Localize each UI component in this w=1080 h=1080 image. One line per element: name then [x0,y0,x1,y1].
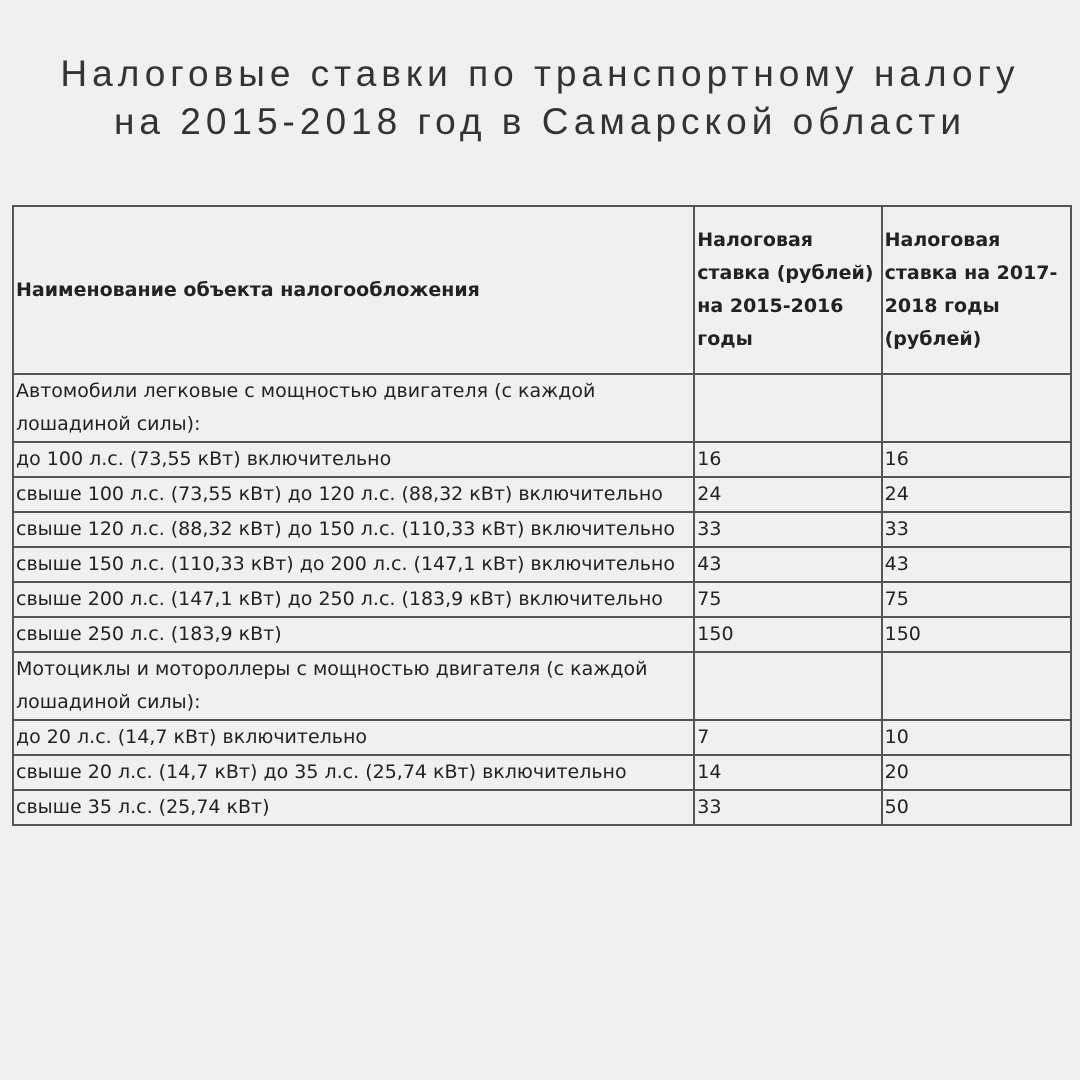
cell-rate-2015-2016: 24 [694,477,881,512]
cell-name: до 100 л.с. (73,55 кВт) включительно [13,442,694,477]
cell-name: до 20 л.с. (14,7 кВт) включительно [13,720,694,755]
header-object-name: Наименование объекта налогообложения [13,206,694,374]
cell-rate-2017-2018: 16 [882,442,1071,477]
cell-rate-2015-2016: 14 [694,755,881,790]
table-row [13,547,1071,582]
table-row [13,790,1071,825]
page-title-line-1: Налоговые ставки по транспортному налогу [60,53,1020,94]
cell-rate-2015-2016: 7 [694,720,881,755]
table-row-section-cars [13,374,1071,442]
table-row [13,755,1071,790]
table-row-section-motorcycles [13,652,1071,720]
cell-rate-2015-2016 [694,374,881,442]
tax-rates-table [12,205,1072,826]
table-row [13,582,1071,617]
cell-rate-2015-2016: 33 [694,512,881,547]
cell-rate-2017-2018: 50 [882,790,1071,825]
cell-rate-2017-2018: 24 [882,477,1071,512]
cell-name: свыше 250 л.с. (183,9 кВт) [13,617,694,652]
cell-name: свыше 35 л.с. (25,74 кВт) [13,790,694,825]
cell-name: свыше 150 л.с. (110,33 кВт) до 200 л.с. (147,1 кВт) включительно [13,547,694,582]
cell-name: Мотоциклы и мотороллеры с мощностью двигателя (с каждой лошадиной силы): [13,652,694,720]
header-rate-2017-2018: Налоговая ставка на 2017-2018 годы (рублей) [882,206,1071,374]
cell-rate-2017-2018 [882,652,1071,720]
cell-name: Автомобили легковые с мощностью двигателя (с каждой лошадиной силы): [13,374,694,442]
cell-rate-2017-2018 [882,374,1071,442]
table-header-row [13,206,1071,374]
table-row [13,477,1071,512]
cell-rate-2017-2018: 75 [882,582,1071,617]
page-title [0,50,1080,146]
cell-rate-2015-2016: 75 [694,582,881,617]
cell-name: свыше 200 л.с. (147,1 кВт) до 250 л.с. (183,9 кВт) включительно [13,582,694,617]
cell-rate-2015-2016 [694,652,881,720]
table-row [13,512,1071,547]
cell-rate-2017-2018: 150 [882,617,1071,652]
cell-rate-2015-2016: 16 [694,442,881,477]
table-row [13,442,1071,477]
cell-name: свыше 120 л.с. (88,32 кВт) до 150 л.с. (110,33 кВт) включительно [13,512,694,547]
cell-rate-2015-2016: 43 [694,547,881,582]
header-rate-2015-2016: Налоговая ставка (рублей) на 2015-2016 годы [694,206,881,374]
table-row [13,617,1071,652]
cell-rate-2017-2018: 33 [882,512,1071,547]
cell-rate-2017-2018: 10 [882,720,1071,755]
cell-rate-2015-2016: 33 [694,790,881,825]
cell-rate-2017-2018: 43 [882,547,1071,582]
cell-name: свыше 20 л.с. (14,7 кВт) до 35 л.с. (25,74 кВт) включительно [13,755,694,790]
page-title-line-2: на 2015-2018 год в Самарской области [113,101,967,142]
cell-rate-2017-2018: 20 [882,755,1071,790]
table-row [13,720,1071,755]
cell-rate-2015-2016: 150 [694,617,881,652]
cell-name: свыше 100 л.с. (73,55 кВт) до 120 л.с. (88,32 кВт) включительно [13,477,694,512]
